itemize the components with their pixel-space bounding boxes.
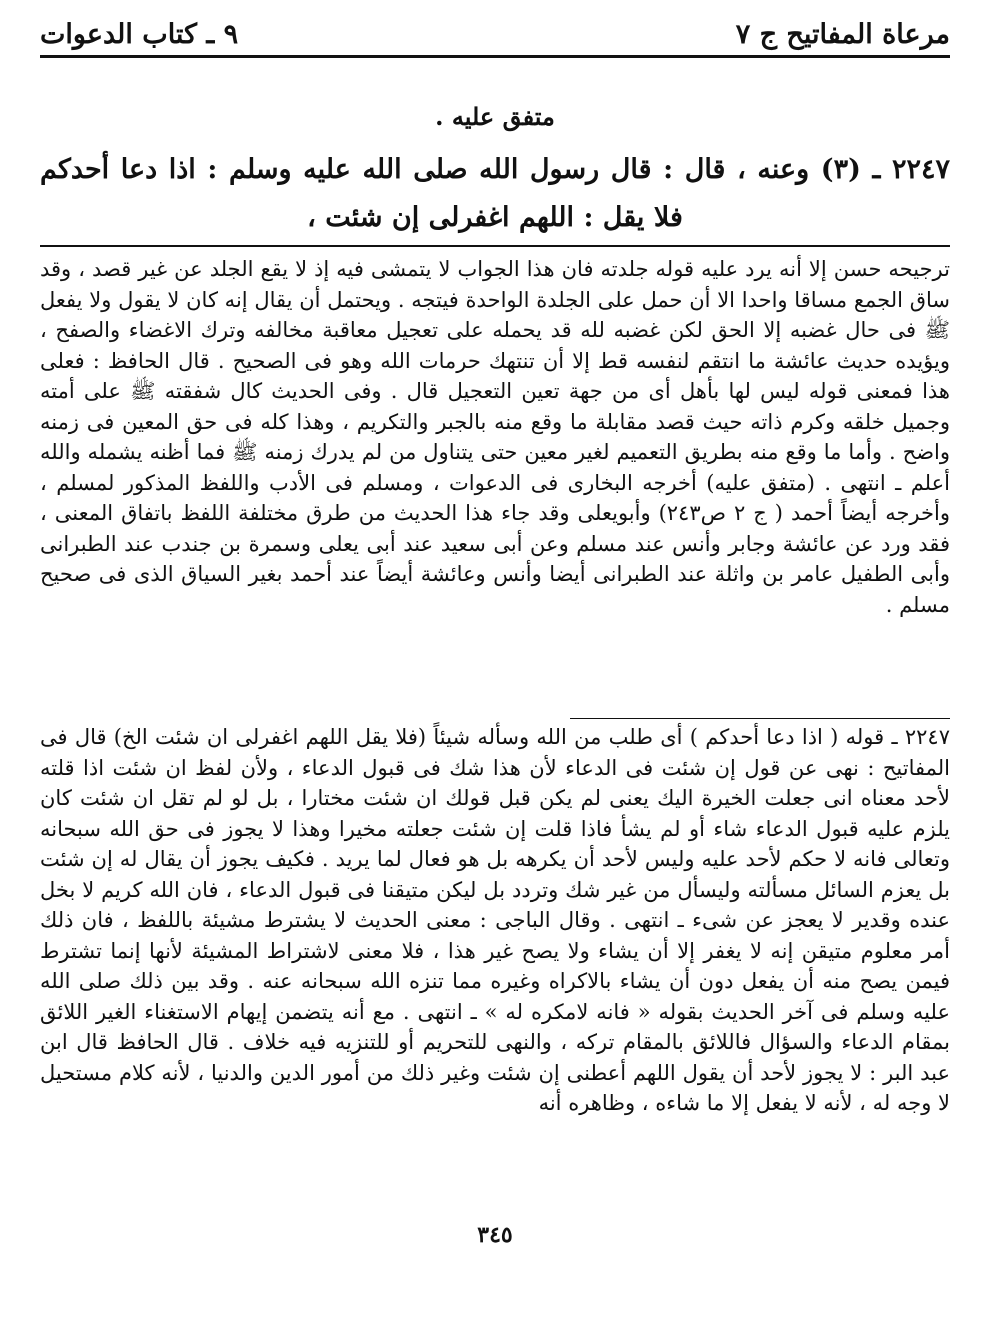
header-book-title: مرعاة المفاتيح ج ٧ [735, 18, 950, 50]
hadith-body: ـ (٣) وعنه ، قال : قال رسول الله صلى الله عليه وسلم : اذا دعا أحدكم فلا يقل : اللهم اغفرلى إن شئت ، [40, 154, 881, 233]
header-rule [40, 55, 950, 58]
commentary-continued [40, 254, 950, 716]
hadith-rule [40, 245, 950, 247]
page-number: ٣٤٥ [477, 1222, 513, 1248]
section-title: متفق عليه . [435, 102, 555, 131]
commentary-paragraph: ترجيحه حسن إلا أنه يرد عليه قوله جلدته فان هذا الجواب لا يتمشى فيه إذ لا يقع الجلد عن غير قصد ، وقد ساق الجمع مساقا واحدا الا أن حمل على الجلدة الواحدة فيتجه . ويحتمل أن يقال إنه كان لا يقول ولا يفعل ﷺ فى حال غضبه إلا الحق لكن غضبه لله قد يحمله على تعجيل معاقبة مخالفه وترك الاغضاء والصفح ، ويؤيده حديث عائشة ما انتقم لنفسه قط إلا أن تنتهك حرمات الله وهو فى الصحيح . قال الحافظ : فعلى هذا فمعنى قوله ليس لها بأهل أى من جهة تعين التعجيل قال . وفى الحديث كال شفقته ﷺ على أمته وجميل خلقه وكرم ذاته حيث قصد مقابلة ما وقع منه بالجبر والتكريم ، وهذا كله فى حق المعين فى زمنه واضح . وأما ما وقع منه بطريق التعميم لغير معين حتى يتناول من لم يدرك زمنه ﷺ فما أظنه يشمله والله أعلم ـ انتهى . [40, 257, 950, 495]
section-divider [570, 718, 950, 719]
commentary-paragraph: (متفق عليه) أخرجه البخارى فى الدعوات ، ومسلم فى الأدب واللفظ المذكور لمسلم ، وأخرجه أيضاً أحمد ( ج ٢ ص٢٤٣) وأبويعلى وقد جاء هذا الحديث من طرق مختلفة اللفظ باتفاق المعنى ، فقد ورد عن عائشة وجابر وأنس عند مسلم وعن أبى سعيد عند أبى يعلى وسمرة بن جندب عند الطبرانى وأبى الطفيل عامر بن واثلة عند الطبرانى أيضا وأنس وعائشة أيضاً عند أحمد بغير السياق الذى فى صحيح مسلم . [40, 470, 950, 617]
commentary-hadith-2247 [40, 722, 950, 1218]
hadith-text-block [40, 146, 950, 242]
hadith-number: ٢٢٤٧ [892, 154, 951, 185]
commentary-paragraph: ٢٢٤٧ ـ قوله ( اذا دعا أحدكم ) أى طلب من الله وسأله شيئاً (فلا يقل اللهم اغفرلى ان شئت الخ) قال فى المفاتيح : نهى عن قول إن شئت فى الدعاء لأن هذا شك فى قبول الدعاء ، ولأن لفظ ان شئت اذا قلته لأحد معناه انى جعلت الخيرة اليك يعنى لم يكن قبل قولك ان شئت مختارا ، بل لو لم تقل ان شئت كان يلزم عليه قبول الدعاء شاء أو لم يشأ فاذا قلت إن شئت جعلته مخيرا وهذا لا يجوز فى حق الله سبحانه وتعالى فانه لا حكم لأحد عليه وليس لأحد أن يكرهه بل هو فعال لما يريد . فكيف يجوز أن يقال له إن شئت بل يعزم السائل مسألته وليسأل من غير شك وتردد بل ليكن متيقنا فى قبول الدعاء ، فان الله كريم لا بخل عنده وقدير لا يعجز عن شىء ـ انتهى . وقال الباجى : معنى الحديث لا يشترط مشيئة باللفظ ، فان ذلك أمر معلوم متيقن إنه لا يغفر إلا أن يشاء ولا يصح غير هذا ، فلا معنى لاشتراط المشيئة لأنها إنما تشترط فيمن يصح منه أن يفعل دون أن يشاء بالاكراه وغيره مما تنزه الله سبحانه عنه . وقد بين ذلك صلى الله عليه وسلم فى آخر الحديث بقوله « فانه لامكره له » ـ انتهى . مع أنه يتضمن إيهام الاستغناء الغير اللائق بمقام الدعاء والسؤال فاللائق بالمقام تركه ، والنهى للتحريم أو للتنزيه فيه خلاف . قال الحافظ قال ابن عبد البر : لا يجوز لأحد أن يقول اللهم أعطنى إن شئت وغير ذلك من أمور الدين والدنيا ، لأنه كلام مستحيل لا وجه له ، لأنه لا يفعل إلا ما شاءه ، وظاهره أنه [40, 725, 950, 1115]
header-chapter-title: ٩ ـ كتاب الدعوات [40, 18, 239, 50]
running-header [40, 14, 950, 54]
